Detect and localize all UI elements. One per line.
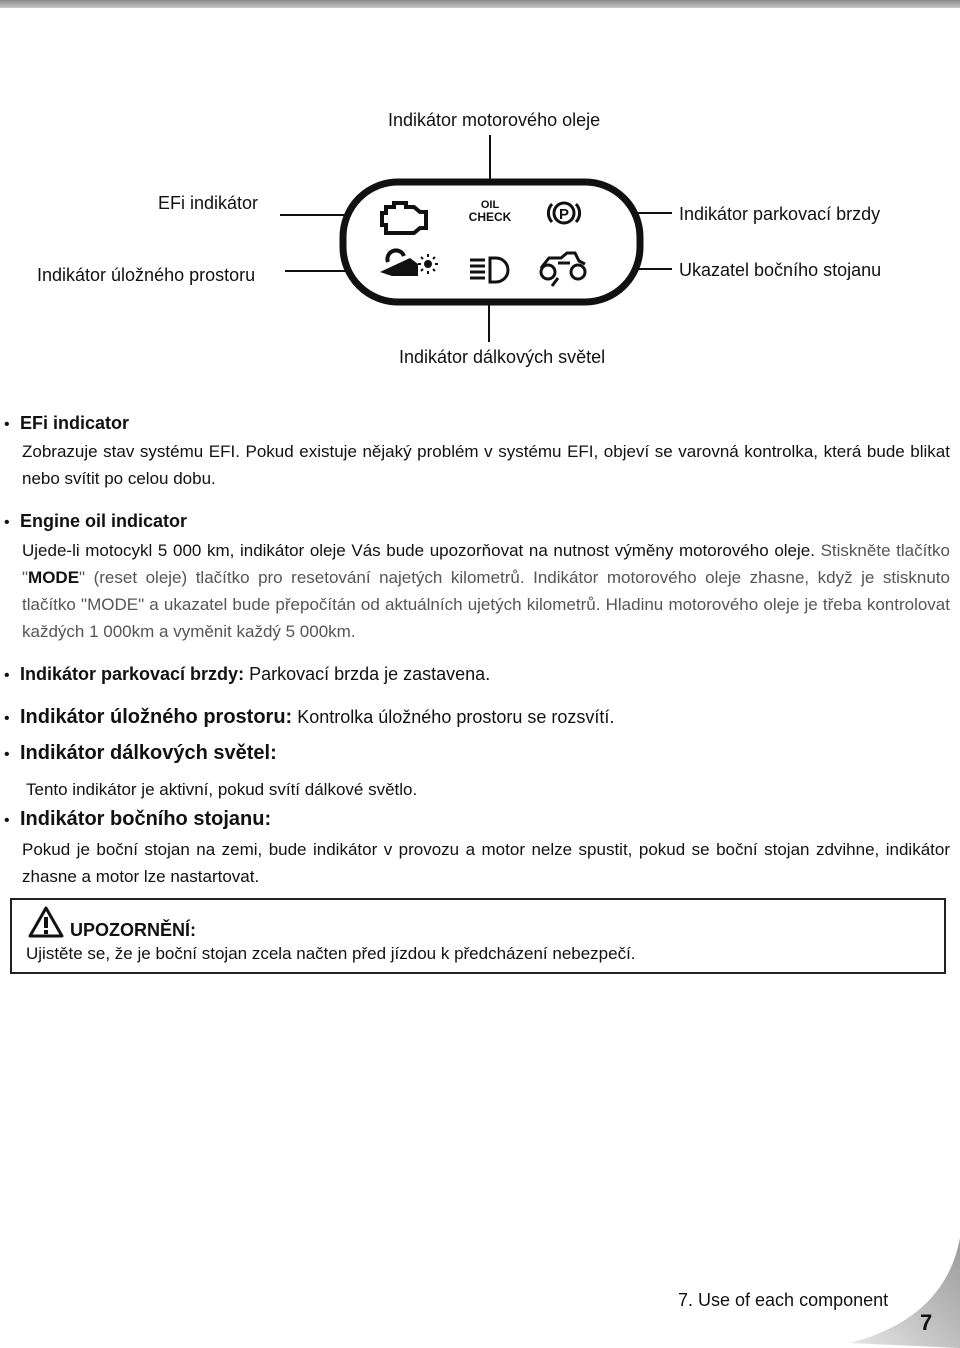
oil-heading-row [4, 511, 187, 532]
svg-text:OIL: OIL [480, 199, 500, 211]
warning-box [10, 898, 946, 974]
efi-heading-row [4, 413, 129, 434]
warning-title: UPOZORNĚNÍ: [70, 920, 196, 940]
parking-row [4, 664, 490, 685]
oil-line2-pre: Stiskněte tlačítko " [22, 541, 950, 587]
mode-bold: MODE [28, 568, 80, 587]
warning-text: Ujistěte se, že je boční stojan zcela načten před jízdou k předcházení nebezpečí. [26, 944, 636, 963]
svg-text:P: P [558, 206, 570, 223]
efi-heading: EFi indicator [20, 413, 130, 433]
storage-row [4, 706, 614, 729]
parking-text: Parkovací brzda je zastavena. [244, 664, 491, 684]
bullet: • [4, 667, 10, 684]
indicator-panel-svg [0, 0, 960, 390]
bullet: • [4, 514, 10, 531]
indicator-diagram [0, 0, 960, 390]
stand-row [4, 808, 271, 831]
beam-heading: Indikátor dálkových světel: [20, 742, 277, 764]
bullet: • [4, 746, 10, 763]
beam-text: Tento indikátor je aktivní, pokud svítí dálkové světlo. [26, 780, 418, 799]
label-side-stand: Ukazatel bočního stojanu [679, 260, 882, 280]
footer-section: 7. Use of each component [678, 1290, 889, 1310]
efi-text: Zobrazuje stav systému EFI. Pokud existuje nějaký problém v systému EFI, objeví se varovná kontrolka, která bude blikat nebo svítit po celou dobu. [22, 442, 950, 488]
label-storage: Indikátor úložného prostoru [37, 265, 256, 285]
svg-text:CHECK: CHECK [468, 210, 512, 224]
oil-line1: Ujede-li motocykl 5 000 km, indikátor oleje Vás bude upozorňovat na nutnost výměny motorového oleje. [22, 541, 815, 560]
oil-heading: Engine oil indicator [20, 511, 188, 531]
label-engine-oil: Indikátor motorového oleje [388, 110, 601, 130]
bullet: • [4, 710, 10, 727]
label-efi: EFi indikátor [158, 193, 259, 213]
label-parking-brake: Indikátor parkovací brzdy [679, 204, 881, 224]
warning-icon [28, 906, 64, 938]
bullet: • [4, 416, 10, 433]
oil-line2-post: " (reset oleje) tlačítko pro resetování najetých kilometrů. [79, 568, 525, 587]
storage-heading: Indikátor úložného prostoru: [20, 706, 293, 728]
oil-line2-rest: Indikátor motorového oleje zhasne, když je stisknuto tlačítko "MODE" a ukazatel bude přepočítán od aktuálních ujetých kilometrů. Hladinu motorového oleje je třeba kontrolovat každých 1 000km a vyměnit každý 5 000km. [22, 568, 950, 641]
page-number: 7 [920, 1310, 933, 1335]
oil-text [22, 537, 950, 645]
label-high-beam: Indikátor dálkových světel [399, 347, 606, 367]
stand-heading: Indikátor bočního stojanu: [20, 808, 272, 830]
storage-text: Kontrolka úložného prostoru se rozsvítí. [292, 707, 615, 727]
parking-heading: Indikátor parkovací brzdy: [20, 664, 245, 684]
beam-row [4, 742, 277, 765]
bullet: • [4, 812, 10, 829]
stand-text: Pokud je boční stojan na zemi, bude indikátor v provozu a motor nelze spustit, pokud se boční stojan zdvihne, indikátor zhasne a motor lze nastartovat. [22, 840, 950, 886]
